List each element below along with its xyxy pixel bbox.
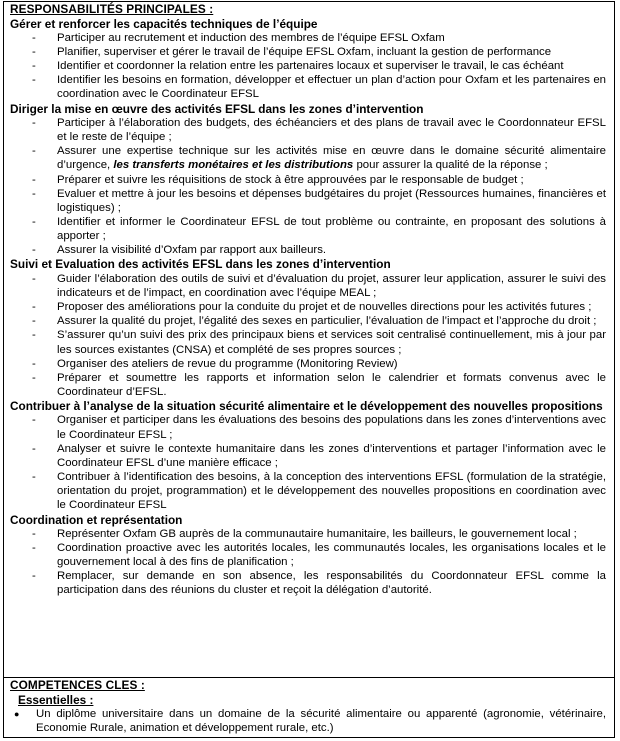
item-text: Organiser des ateliers de revue du programme (Monitoring Review) xyxy=(57,357,398,370)
item-text: Préparer et soumettre les rapports et information selon le calendrier et formats convenus avec le Coordinateur d’EFSL. xyxy=(57,371,606,398)
item-text: Un diplôme universitaire dans un domaine de la sécurité alimentaire ou apparenté (agronomie, vétérinaire, Economie Rurale, animation et développement rurale, etc.) xyxy=(36,708,606,735)
list-item xyxy=(10,707,606,736)
item-text: Préparer et suivre les réquisitions de stock à être approuvées par le responsable de budget ; xyxy=(57,173,524,186)
dash-marker: - xyxy=(32,116,36,129)
item-text: Identifier et informer le Coordinateur EFSL de tout problème ou contrainte, en proposant des solutions à apporter ; xyxy=(57,215,606,243)
dash-marker: - xyxy=(32,329,36,342)
section-list xyxy=(10,116,606,258)
competences-cell xyxy=(4,678,614,736)
competences-subheading: Essentielles : xyxy=(18,692,94,707)
item-text: Assurer la qualité du projet, l’égalité des sexes en particulier, l’évaluation de l’impact et l’approche du droit ; xyxy=(57,315,597,328)
list-item xyxy=(10,187,606,215)
emphasis-text: les transferts monétaires et les distributions xyxy=(113,159,354,172)
dash-marker: - xyxy=(32,60,36,73)
dash-marker: - xyxy=(32,244,36,257)
job-description-table xyxy=(3,1,615,738)
item-text: pour assurer la qualité de la réponse ; xyxy=(353,159,548,172)
list-item xyxy=(10,541,606,569)
item-text: Assurer une expertise technique sur les activités mise en œuvre dans le domaine sécurité alimentaire d’urgence, xyxy=(57,145,606,172)
dash-marker: - xyxy=(32,357,36,370)
dash-marker: - xyxy=(32,541,36,554)
dash-marker: - xyxy=(32,145,36,158)
list-item xyxy=(10,300,606,314)
item-text: Assurer la visibilité d’Oxfam par rapport aux bailleurs. xyxy=(57,244,327,257)
dash-marker: - xyxy=(32,570,36,583)
item-text: Organiser et participer dans les évaluations des besoins des populations dans les zones d’interventions avec le Coordinateur EFSL ; xyxy=(57,414,606,441)
section-heading: Gérer et renforcer les capacités techniques de l’équipe xyxy=(10,16,318,31)
responsibilities-title: RESPONSABILITÉS PRINCIPALES : xyxy=(10,2,214,16)
item-text: Analyser et suivre le contexte humanitaire dans les zones d’interventions et partager l’information avec le Coordinateur EFSL d’une manière efficace ; xyxy=(57,442,606,469)
bullet-marker: ● xyxy=(14,709,20,719)
section-list xyxy=(10,527,606,598)
item-text: S’assurer qu’un suivi des prix des principaux biens et services soit centralisé continuellement, mis à jour par les sources existantes (CNSA) et complété de ses propres sources ; xyxy=(57,329,606,356)
dash-marker: - xyxy=(32,45,36,58)
section-list xyxy=(10,413,606,512)
item-text: Participer au recrutement et induction des membres de l’équipe EFSL Oxfam xyxy=(57,31,445,44)
item-text: Guider l’élaboration des outils de suivi et d’évaluation du projet, assurer leur application, assurer le suivi des indicateurs et de l’impact, en coordination avec l’équipe MEAL ; xyxy=(57,272,606,299)
item-text: Identifier et coordonner la relation entre les partenaires locaux et superviser le travail, le cas échéant xyxy=(57,60,564,73)
section-list xyxy=(10,272,606,399)
dash-marker: - xyxy=(32,31,36,44)
section-heading: Contribuer à l’analyse de la situation sécurité alimentaire et le développement des nouvelles propositions xyxy=(10,399,603,414)
dash-marker: - xyxy=(32,527,36,540)
dash-marker: - xyxy=(32,301,36,314)
list-item xyxy=(10,173,606,187)
list-item xyxy=(10,328,606,356)
list-item xyxy=(10,215,606,243)
list-item xyxy=(10,357,606,371)
dash-marker: - xyxy=(32,414,36,427)
competences-title: COMPETENCES CLES : xyxy=(10,678,145,692)
dash-marker: - xyxy=(32,187,36,200)
list-item xyxy=(10,371,606,399)
item-text: Participer à l’élaboration des budgets, des échéanciers et des plans de travail avec le Coordonnateur EFSL et le reste de l’équipe ; xyxy=(57,116,606,144)
list-item xyxy=(10,569,606,597)
dash-marker: - xyxy=(32,315,36,328)
list-item xyxy=(10,442,606,470)
section-list xyxy=(10,31,606,102)
responsibilities-cell xyxy=(4,2,614,678)
item-text: Contribuer à l’identification des besoins, à la conception des interventions EFSL (formulation de la stratégie, orientation du projet, programmation) et le développement des nouvelles propositions en coordination avec le Coordinateur EFSL xyxy=(57,471,606,512)
responsibilities-sections xyxy=(10,17,606,598)
dash-marker: - xyxy=(32,442,36,455)
dash-marker: - xyxy=(32,215,36,228)
dash-marker: - xyxy=(32,74,36,87)
section-heading: Suivi et Evaluation des activités EFSL dans les zones d’intervention xyxy=(10,257,391,272)
list-item xyxy=(10,45,606,59)
item-text: Planifier, superviser et gérer le travail de l’équipe EFSL Oxfam, incluant la gestion de performance xyxy=(57,45,552,58)
section-heading: Diriger la mise en œuvre des activités EFSL dans les zones d’intervention xyxy=(10,101,424,116)
list-item xyxy=(10,59,606,73)
dash-marker: - xyxy=(32,272,36,285)
list-item xyxy=(10,527,606,541)
list-item xyxy=(10,243,606,257)
list-item xyxy=(10,144,606,172)
list-item xyxy=(10,73,606,101)
list-item xyxy=(10,116,606,144)
dash-marker: - xyxy=(32,173,36,186)
list-item xyxy=(10,413,606,441)
section-heading: Coordination et représentation xyxy=(10,512,183,527)
list-item xyxy=(10,470,606,512)
item-text: Coordination proactive avec les autorités locales, les communautés locales, les organisations locales et le gouvernement local à des fins de planification ; xyxy=(57,541,606,569)
dash-marker: - xyxy=(32,371,36,384)
item-text: Remplacer, sur demande en son absence, les responsabilités du Coordonnateur EFSL comme la participation dans des réunions du cluster et reçoit la délégation d’autorité. xyxy=(57,570,606,597)
list-item xyxy=(10,314,606,328)
item-text: Identifier les besoins en formation, développer et effectuer un plan d’action pour Oxfam et les partenaires en coordination avec le Coordinateur EFSL xyxy=(57,74,606,101)
list-item xyxy=(10,272,606,300)
item-text: Représenter Oxfam GB auprès de la communautaire humanitaire, les bailleurs, le gouvernement local ; xyxy=(57,527,577,540)
dash-marker: - xyxy=(32,471,36,484)
item-text: Proposer des améliorations pour la conduite du projet et de nouvelles directions pour les activités futures ; xyxy=(57,301,592,314)
competences-list xyxy=(10,707,606,736)
list-item xyxy=(10,31,606,45)
item-text: Evaluer et mettre à jour les besoins et dépenses budgétaires du projet (Ressources humaines, financières et logistiques) ; xyxy=(57,187,606,214)
